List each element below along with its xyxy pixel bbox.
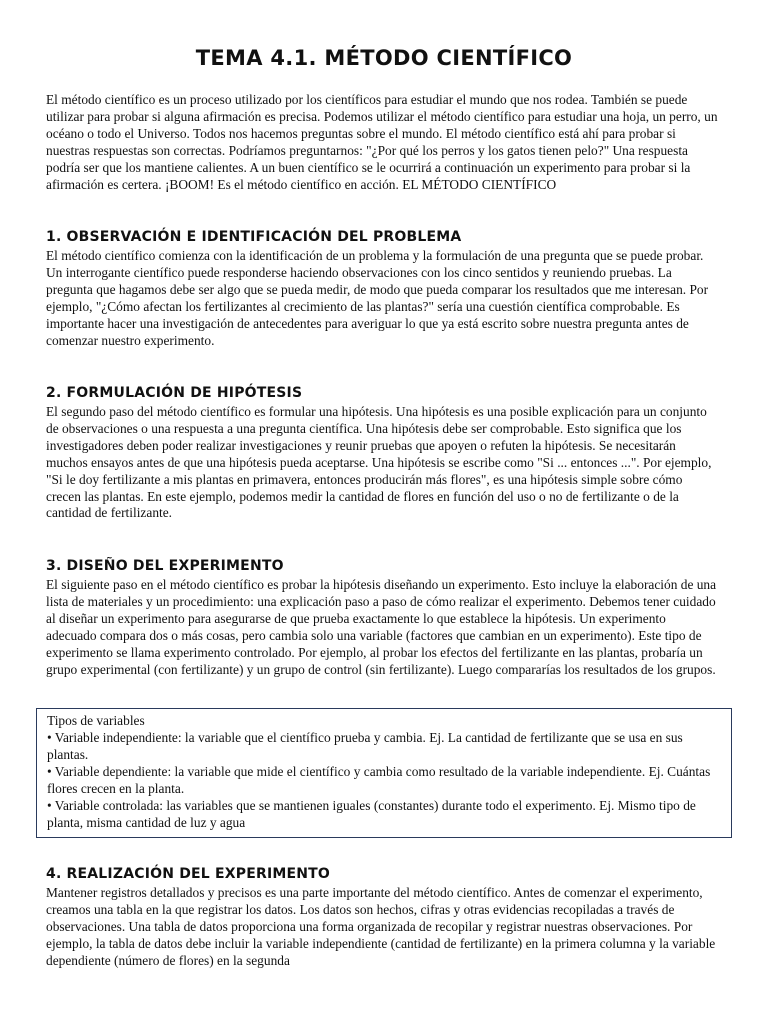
section-heading-3: 3. DISEÑO DEL EXPERIMENTO <box>46 558 284 574</box>
intro-paragraph: El método científico es un proceso utilizado por los científicos para estudiar el mundo que nos rodea. También se puede utilizar para probar si alguna afirmación es precisa. Podemos utilizar el método científico para estudiar una hoja, un perro, un océano o todo el Universo. Todos nos hacemos preguntas sobre el mundo. El método científico está ahí para probar si nuestras respuestas son correctas. Podríamos preguntarnos: "¿Por qué los perros y los gatos tienen pelo?" Una respuesta podría ser que los mantiene calientes. A un buen científico se le ocurrirá a continuación un experimento para probar si la afirmación es certera. ¡BOOM! Es el método científico en acción. EL MÉTODO CIENTÍFICO <box>46 92 718 192</box>
variable-item-controlled: • Variable controlada: las variables que se mantienen iguales (constantes) durante todo el experimento. Ej. Mismo tipo de planta, misma cantidad de luz y agua <box>47 798 696 830</box>
variable-item-dependent: • Variable dependiente: la variable que mide el científico y cambia como resultado de la variable independiente. Ej. Cuántas flores crecen en la planta. <box>47 764 711 796</box>
section-heading-4: 4. REALIZACIÓN DEL EXPERIMENTO <box>46 866 331 882</box>
variable-item-independent: • Variable independiente: la variable que el científico prueba y cambia. Ej. La cantidad de fertilizante que se usa en sus plantas. <box>47 730 683 762</box>
section-heading-2: 2. FORMULACIÓN DE HIPÓTESIS <box>46 385 303 401</box>
section-text-2: El segundo paso del método científico es formular una hipótesis. Una hipótesis es una posible explicación para un conjunto de observaciones o una respuesta a una pregunta científica. Una hipótesis debe ser comprobable. Esto significa que los investigadores deben poder realizar investigaciones y reunir pruebas que apoyen o refuten la hipótesis. Se necesitarán muchos ensayos antes de que una hipótesis pueda aceptarse. Una hipótesis se escribe como "Si ... entonces ...". Por ejemplo, "Si le doy fertilizante a mis plantas en primavera, entonces producirán más flores", es una hipótesis simple sobre cómo crecen las plantas. En este ejemplo, podemos medir la cantidad de flores en función del uso o no de fertilizante o de la cantidad de fertilizante. <box>46 404 712 521</box>
section-text-3: El siguiente paso en el método científico es probar la hipótesis diseñando un experimento. Esto incluye la elaboración de una lista de materiales y un procedimiento: una explicación paso a paso de cómo realizar el experimento. Debemos tener cuidado al diseñar un experimento para asegurarse de que prueba exactamente lo que establece la hipótesis. Un experimento adecuado compara dos o más cosas, pero cambia solo una variable (factores que cambian en un experimento). Este tipo de experimento se llama experimento controlado. Por ejemplo, al probar los efectos del fertilizante en las plantas, probaría un grupo experimental (con fertilizante) y un grupo de control (sin fertilizante). Luego compararías los resultados de los grupos. <box>46 577 717 677</box>
section-text-1: El método científico comienza con la identificación de un problema y la formulación de una pregunta que se puede probar. Un interrogante científico puede responderse haciendo observaciones con los cinco sentidos y reuniendo pruebas. La pregunta que hagamos debe ser algo que se pueda medir, de modo que pueda comparar los resultados que me interesan. Por ejemplo, "¿Cómo afectan los fertilizantes al crecimiento de las plantas?" sería una cuestión científica comprobable. Es importante hacer una investigación de antecedentes para averiguar lo que ya está escrito sobre nuestra pregunta antes de comenzar nuestro experimento. <box>46 248 709 348</box>
variables-box-title: Tipos de variables <box>47 713 145 728</box>
variables-box <box>36 708 732 838</box>
section-text-4: Mantener registros detallados y precisos es una parte importante del método científico. Antes de comenzar el experimento, creamos una tabla en la que registrar los datos. Los datos son hechos, cifras y otras evidencias recopiladas a través de observaciones. Una tabla de datos proporciona una forma organizada de recopilar y registrar nuestras observaciones. Por ejemplo, la tabla de datos debe incluir la variable independiente (cantidad de fertilizante) en la primera columna y la variable dependiente (número de flores) en la segunda <box>46 885 716 968</box>
page-title: TEMA 4.1. MÉTODO CIENTÍFICO <box>195 46 573 70</box>
section-heading-1: 1. OBSERVACIÓN E IDENTIFICACIÓN DEL PROBLEMA <box>46 229 462 245</box>
